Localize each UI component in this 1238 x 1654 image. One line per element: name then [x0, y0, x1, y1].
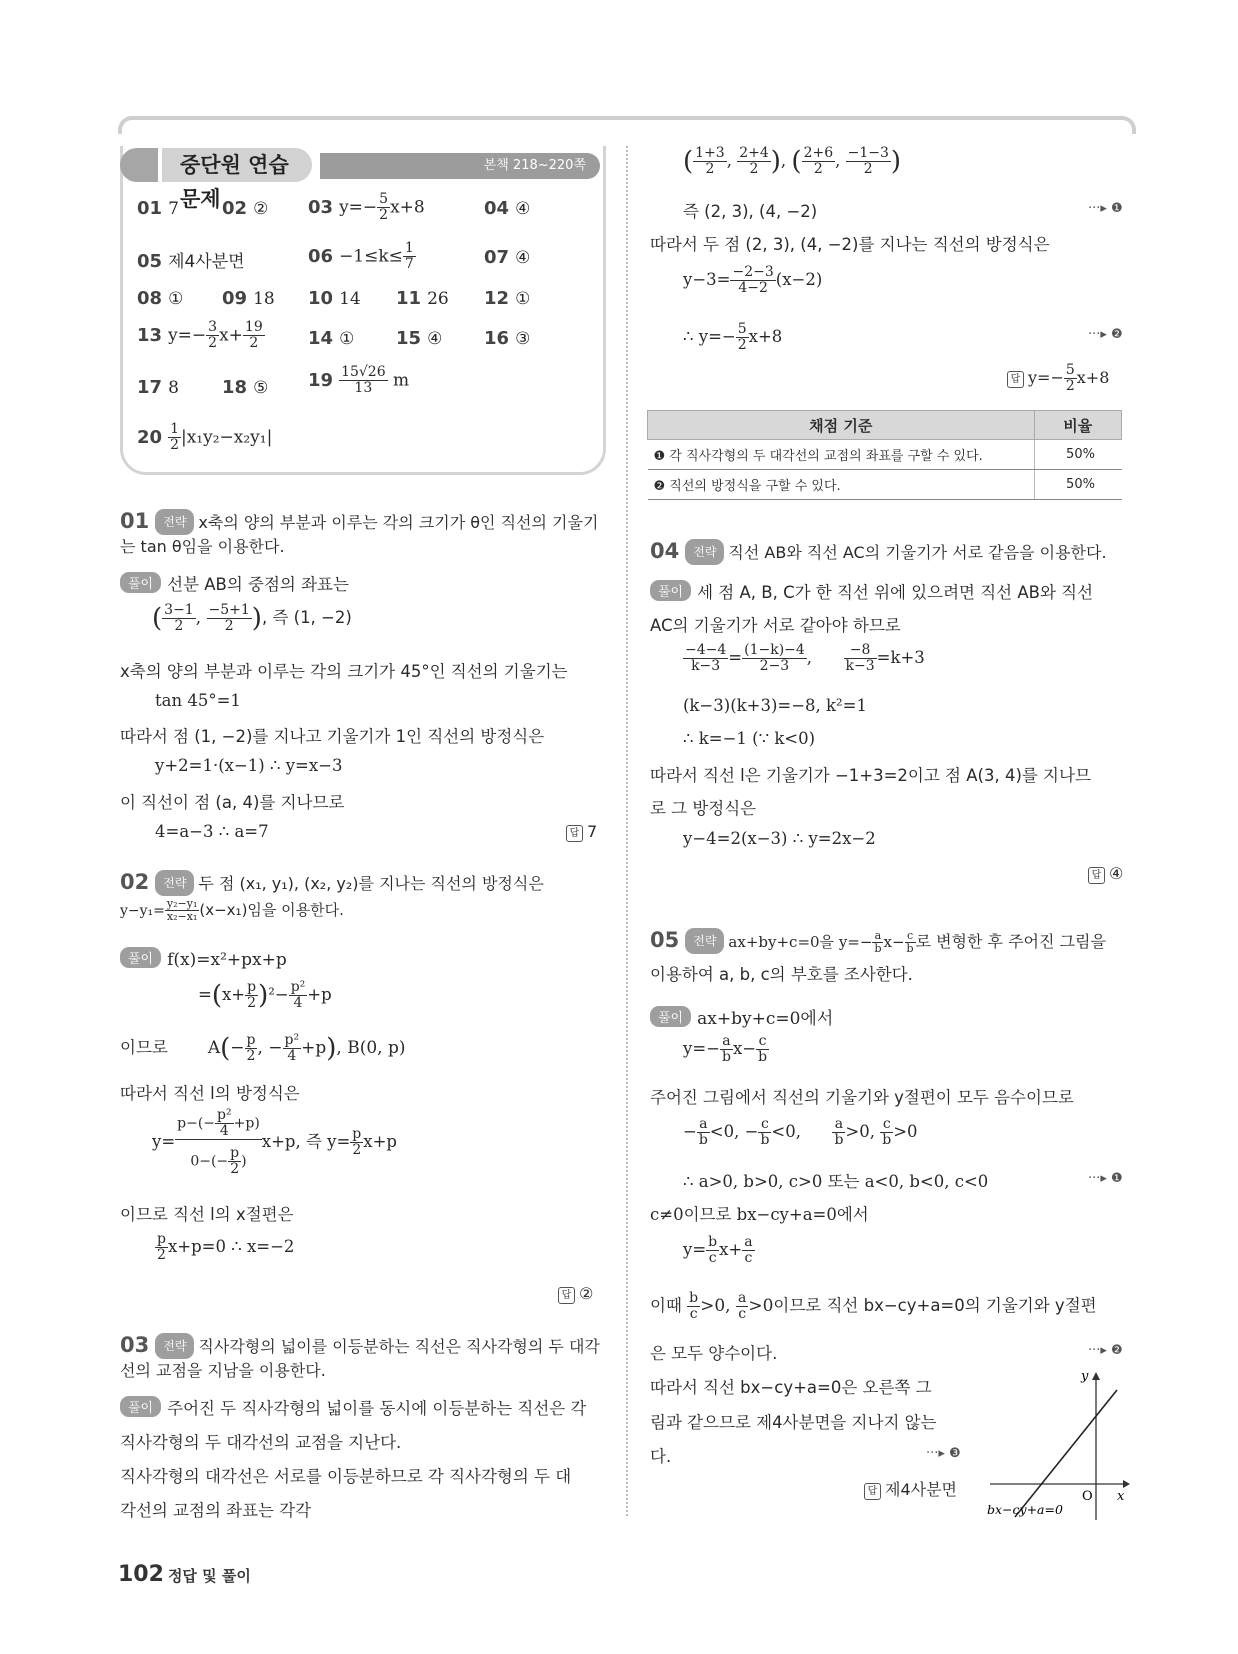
q01-midpoint: ( $\frac{3-1}{2}$ , $\frac{-5+1}{2}$ ), 즉 (1, −2) — [152, 602, 352, 634]
q02-line2: 이므로 A(− $\frac{p}{2}$ , − $\frac{\text{p²}}{4}$ +p), B(0, p) — [120, 1032, 406, 1064]
table-row: ❶ 각 직사각형의 두 대각선의 교점의 좌표를 구할 수 있다. 50% — [648, 440, 1122, 470]
q02-line4: 이므로 직선 l의 x절편은 — [120, 1205, 294, 1224]
answer-02: 02 ② — [222, 198, 269, 219]
q03-answer: 답 y=− $\frac{5}{2}$ x+8 — [1007, 363, 1109, 394]
graph-line — [1015, 1390, 1117, 1517]
q03-line4: 각선의 교점의 좌표는 각각 — [120, 1501, 312, 1520]
x-axis-arrow — [1123, 1480, 1130, 1488]
q03-r3: ∴ y=− $\frac{5}{2}$ x+8 — [683, 321, 783, 353]
q04-slopes: $\frac{-4-4}{k-3}$ = $\frac{(1-k)-4}{2-3}$ , $\frac{-8}{k-3}$ =k+3 — [685, 642, 925, 674]
q01-line4: tan 45°=1 — [155, 691, 241, 710]
q03-strategy: 03 전략 직사각형의 넓이를 이등분하는 직선은 직사각형의 두 대각선의 교점을 지남을 이용한다. — [120, 1333, 600, 1380]
q01-line7: 이 직선이 점 (a, 4)를 지나므로 — [120, 793, 345, 812]
q05-line-eq: y=− $\frac{a}{b}$ x− $\frac{c}{b}$ — [683, 1033, 768, 1065]
q05-strategy3: 이용하여 a, b, c의 부호를 조사한다. — [650, 965, 913, 984]
q04-line3: (k−3)(k+3)=−8, k²=1 — [683, 696, 867, 715]
header-pill-left — [120, 148, 158, 182]
q05-graph — [985, 1372, 1130, 1520]
q05-line4: c≠0이므로 bx−cy+a=0에서 — [650, 1205, 869, 1224]
q01-line3: x축의 양의 부분과 이루는 각의 크기가 45°인 직선의 기울기는 — [120, 662, 568, 681]
q03-r1: 즉 (2, 3), (4, −2) — [683, 202, 818, 221]
answer-13: 13 y=− $\frac{3}{2}$ x+ $\frac{19}{2}$ — [137, 319, 263, 351]
answer-14: 14 ① — [308, 328, 355, 349]
q01-line8: 4=a−3 ∴ a=7 — [155, 822, 269, 841]
q01-line6: y+2=1·(x−1) ∴ y=x−3 — [155, 756, 343, 775]
q03-mark1: ···▸ ❶ — [1088, 201, 1123, 216]
answer-01: 01 7 — [137, 198, 179, 219]
answer-09: 09 18 — [222, 288, 275, 309]
q05-line1: 풀이 ax+by+c=0에서 — [650, 1004, 833, 1029]
answer-20: 20 $\frac{1}{2}$ |x₁y₂−x₂y₁| — [137, 421, 273, 453]
q05-line5: 이때 $\frac{b}{c}$ >0, $\frac{a}{c}$ >0이므로 직선 bx−cy+a=0의 기울기와 y절편 — [650, 1290, 1097, 1322]
q03-line3: 직사각형의 대각선은 서로를 이등분하므로 각 직사각형의 두 대 — [120, 1467, 572, 1486]
q05-mark1: ···▸ ❶ — [1088, 1171, 1123, 1186]
q04-line5: 따라서 직선 l은 기울기가 −1+3=2이고 점 A(3, 4)를 지나므 — [650, 766, 1091, 785]
q02-line5: $\frac{p}{2}$ x+p=0 ∴ x=−2 — [157, 1231, 295, 1263]
q02-strategy: 02 전략 두 점 (x₁, y₁), (x₂, y₂)를 지나는 직선의 방정식은 — [120, 870, 544, 894]
section-pages: 본책 218~220쪽 — [320, 153, 600, 179]
q03-line1: 풀이 주어진 두 직사각형의 넓이를 동시에 이등분하는 직선은 각 — [120, 1395, 586, 1419]
q04-line6: 로 그 방정식은 — [650, 799, 757, 818]
score-header-criteria: 채점 기준 — [648, 411, 1035, 440]
graph-y-label: y — [1081, 1372, 1089, 1384]
q03-midpoints: ( $\frac{1+3}{2}$ , $\frac{2+4}{2}$ ), ( $\frac{2+6}{2}$ , $\frac{-1-3}{2}$ ) — [683, 145, 902, 177]
q05-line2: 주어진 그림에서 직선의 기울기와 y절편이 모두 음수이므로 — [650, 1088, 1074, 1107]
q05-line-eq2: y= $\frac{b}{c}$ x+ $\frac{a}{c}$ — [683, 1234, 753, 1266]
q03-r2: 따라서 두 점 (2, 3), (4, −2)를 지나는 직선의 방정식은 — [650, 235, 1050, 254]
q02-line-eq: y= p−(− $\frac{\text{p²}}{4}$ +p) 0−(− $\frac{p}{2}$ ) x+p, 즉 y= $\frac{p}{2}$ x+p — [152, 1107, 397, 1177]
q03-line-eq: y−3= $\frac{-2-3}{4-2}$ (x−2) — [683, 264, 823, 296]
q03-mark2: ···▸ ❷ — [1088, 327, 1123, 342]
answer-18: 18 ⑤ — [222, 377, 269, 398]
q02-complete-square: =(x+ $\frac{p}{2}$ )²− $\frac{\text{p²}}{4}$ +p — [198, 979, 332, 1011]
q05-line8: 림과 같으므로 제4사분면을 지나지 않는 — [650, 1413, 937, 1432]
q04-line7: y−4=2(x−3) ∴ y=2x−2 — [683, 829, 876, 848]
graph-equation: bx−cy+a=0 — [987, 1502, 1063, 1517]
q02-line3: 따라서 직선 l의 방정식은 — [120, 1084, 300, 1103]
answer-07: 07 ④ — [484, 247, 531, 268]
answer-19: 19 $\frac{15√26}{13}$ m — [308, 364, 410, 396]
q04-answer: 답 ④ — [1088, 864, 1123, 884]
q04-line4: ∴ k=−1 (∵ k<0) — [683, 729, 816, 748]
q04-line2: AC의 기울기가 서로 같아야 하므로 — [650, 616, 901, 635]
q05-ineq: − $\frac{a}{b}$ <0, − $\frac{c}{b}$ <0, $\frac{a}{b}$ >0, $\frac{c}{b}$ >0 — [683, 1116, 918, 1148]
q03-line2: 직사각형의 두 대각선의 교점을 지난다. — [120, 1433, 402, 1452]
q05-line6: 은 모두 양수이다. — [650, 1344, 778, 1363]
answer-17: 17 8 — [137, 377, 179, 398]
q01-answer: 답 7 — [566, 822, 597, 842]
footer-label: 정답 및 풀이 — [167, 1567, 251, 1585]
answer-16: 16 ③ — [484, 328, 531, 349]
graph-x-label: x — [1117, 1489, 1125, 1504]
answer-10: 10 14 — [308, 288, 361, 309]
table-row: ❷ 직선의 방정식을 구할 수 있다. 50% — [648, 470, 1122, 500]
section-title: 중단원 연습 문제 — [162, 148, 312, 182]
page-number: 102 — [118, 1562, 164, 1587]
q05-line3: ∴ a>0, b>0, c>0 또는 a<0, b<0, c<0 — [683, 1172, 989, 1191]
answer-03: 03 y=− $\frac{5}{2}$ x+8 — [308, 191, 425, 223]
column-divider — [626, 146, 628, 1516]
q05-line9: 다. — [650, 1447, 672, 1466]
score-header-ratio: 비율 — [1034, 411, 1122, 440]
answer-12: 12 ① — [484, 288, 531, 309]
q01-strategy: 01 전략 x축의 양의 부분과 이루는 각의 크기가 θ인 직선의 기울기는 tan θ임을 이용한다. — [120, 509, 599, 556]
scoring-table — [647, 410, 1122, 500]
q05-mark3: ···▸ ❸ — [926, 1446, 961, 1461]
q05-mark2: ···▸ ❷ — [1088, 1343, 1123, 1358]
top-rule — [118, 116, 1136, 134]
q04-strategy: 04 전략 직선 AB와 직선 AC의 기울기가 서로 같음을 이용한다. — [650, 539, 1107, 563]
q02-line1: 풀이 f(x)=x²+px+p — [120, 947, 287, 970]
answer-08: 08 ① — [137, 288, 184, 309]
y-axis-arrow — [1092, 1372, 1100, 1380]
answer-04: 04 ④ — [484, 198, 531, 219]
answer-15: 15 ④ — [396, 328, 443, 349]
q02-answer: 답 ② — [558, 1284, 593, 1304]
q04-line1: 풀이 세 점 A, B, C가 한 직선 위에 있으려면 직선 AB와 직선 — [650, 579, 1093, 603]
answer-06: 06 −1≤k≤ $\frac{1}{7}$ — [308, 240, 414, 272]
answer-05: 05 제4사분면 — [137, 251, 245, 272]
q05-answer: 답 제4사분면 — [864, 1477, 957, 1500]
q02-strategy2: y−y₁= $\frac{\text{y₂−y₁}}{\text{x₂−x₁}}$ (x−x₁)임을 이용한다. — [120, 897, 344, 923]
page-footer — [118, 1562, 251, 1587]
graph-origin: O — [1082, 1489, 1093, 1504]
q05-strategy: 05 전략 ax+by+c=0을 y=− $\frac{a}{b}$ x− $\frac{c}{b}$ 로 변형한 후 주어진 그림을 — [650, 928, 1106, 955]
q01-line5: 따라서 점 (1, −2)를 지나고 기울기가 1인 직선의 방정식은 — [120, 727, 545, 746]
q05-line7: 따라서 직선 bx−cy+a=0은 오른쪽 그 — [650, 1378, 932, 1397]
answer-11: 11 26 — [396, 288, 449, 309]
q01-line1: 풀이 선분 AB의 중점의 좌표는 — [120, 571, 349, 595]
